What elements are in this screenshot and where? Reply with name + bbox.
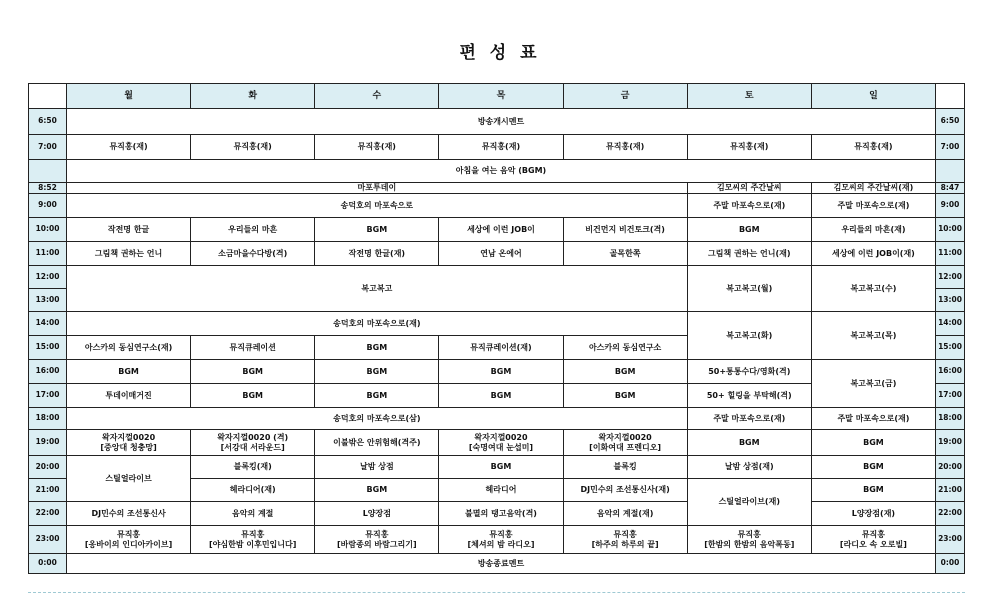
program-cell: 날밤 상점(재) bbox=[687, 456, 811, 479]
program-cell: 작전명 한글 bbox=[67, 218, 191, 242]
table-row bbox=[29, 360, 965, 384]
program-cell: L양장점 bbox=[315, 502, 439, 526]
program-subtitle: [중앙대 청충망] bbox=[100, 442, 157, 452]
program-cell: BGM bbox=[191, 384, 315, 408]
program-cell: 주말 마포속으로(재) bbox=[687, 408, 811, 430]
program-cell: DJ민수의 조선통신사(재) bbox=[563, 479, 687, 502]
day-sun: 일 bbox=[811, 84, 935, 109]
time-cell: 15:00 bbox=[29, 336, 67, 360]
table-row bbox=[29, 526, 965, 554]
page-bottom-edge bbox=[28, 592, 965, 599]
program-cell: 김모씨의 주간날씨 bbox=[687, 183, 811, 194]
time-cell: 17:00 bbox=[29, 384, 67, 408]
time-cell: 18:00 bbox=[936, 408, 965, 430]
program-cell: BGM bbox=[687, 430, 811, 456]
program-cell: BGM bbox=[687, 218, 811, 242]
program-cell bbox=[563, 526, 687, 554]
program-cell: 복고복고(목) bbox=[811, 312, 935, 360]
program-subtitle: [한밤의 한밤의 음악폭동] bbox=[704, 539, 795, 549]
time-cell: 7:00 bbox=[29, 135, 67, 160]
program-title: 왁자지껄0020 bbox=[598, 433, 652, 443]
time-cell bbox=[936, 160, 965, 183]
program-cell: 뮤직홍(재) bbox=[811, 135, 935, 160]
program-cell: 뮤직큐레이션(재) bbox=[439, 336, 563, 360]
program-cell: 뮤직홍(재) bbox=[67, 135, 191, 160]
program-title: 뮤직홍 bbox=[489, 530, 513, 540]
time-cell: 9:00 bbox=[936, 194, 965, 218]
table-row bbox=[29, 218, 965, 242]
program-cell: BGM bbox=[811, 479, 935, 502]
table-row bbox=[29, 160, 965, 183]
table-row bbox=[29, 312, 965, 336]
program-cell: BGM bbox=[811, 456, 935, 479]
table-row bbox=[29, 183, 965, 194]
program-cell: 아스카의 동심연구소(재) bbox=[67, 336, 191, 360]
time-cell: 7:00 bbox=[936, 135, 965, 160]
program-cell: 뮤직홍(재) bbox=[439, 135, 563, 160]
program-cell: 블록킹 bbox=[563, 456, 687, 479]
day-tue: 화 bbox=[191, 84, 315, 109]
program-cell: BGM bbox=[315, 336, 439, 360]
program-cell: 송덕호의 마포속으로(삼) bbox=[67, 408, 688, 430]
day-sat: 토 bbox=[687, 84, 811, 109]
time-cell: 23:00 bbox=[936, 526, 965, 554]
program-title: 뮤직홍 bbox=[737, 530, 761, 540]
program-cell: 헤라디어 bbox=[439, 479, 563, 502]
time-cell: 8:52 bbox=[29, 183, 67, 194]
program-cell: 뮤직홍(재) bbox=[687, 135, 811, 160]
time-cell: 0:00 bbox=[936, 554, 965, 574]
program-title: 이불밖은 안위험해(격주) bbox=[333, 437, 421, 447]
schedule-table bbox=[28, 83, 965, 574]
time-cell: 11:00 bbox=[29, 242, 67, 266]
program-title: 왁자지껄0020 bbox=[474, 433, 528, 443]
program-cell: 블록킹(재) bbox=[191, 456, 315, 479]
time-cell: 13:00 bbox=[29, 289, 67, 312]
time-cell: 21:00 bbox=[936, 479, 965, 502]
program-cell: BGM bbox=[563, 384, 687, 408]
program-cell: 뮤직홍(재) bbox=[191, 135, 315, 160]
time-cell: 20:00 bbox=[936, 456, 965, 479]
header-row bbox=[29, 84, 965, 109]
program-cell: 불멸의 탱고음악(격) bbox=[439, 502, 563, 526]
program-cell: 세상에 이런 JOB이 bbox=[439, 218, 563, 242]
program-cell: 날밤 상점 bbox=[315, 456, 439, 479]
day-mon: 월 bbox=[67, 84, 191, 109]
program-cell: 스틸얼라이브 bbox=[67, 456, 191, 502]
time-cell: 14:00 bbox=[936, 312, 965, 336]
program-cell bbox=[315, 526, 439, 554]
program-cell: 우리들의 마흔 bbox=[191, 218, 315, 242]
time-cell: 16:00 bbox=[29, 360, 67, 384]
program-title: 뮤직홍 bbox=[241, 530, 265, 540]
program-cell: 복고복고(금) bbox=[811, 360, 935, 408]
time-cell: 14:00 bbox=[29, 312, 67, 336]
program-cell bbox=[191, 430, 315, 456]
time-cell: 10:00 bbox=[29, 218, 67, 242]
program-cell: 비건먼지 비건토크(격) bbox=[563, 218, 687, 242]
time-cell: 12:00 bbox=[936, 266, 965, 289]
time-cell: 16:00 bbox=[936, 360, 965, 384]
program-cell: 50+ 힐링을 부탁해(격) bbox=[687, 384, 811, 408]
table-row bbox=[29, 554, 965, 574]
table-row bbox=[29, 109, 965, 135]
program-subtitle: [옹바이의 인디아카이브] bbox=[84, 539, 173, 549]
corner-cell bbox=[29, 84, 67, 109]
program-cell: 주말 마포속으로(재) bbox=[687, 194, 811, 218]
time-cell: 15:00 bbox=[936, 336, 965, 360]
program-cell: 마포투데이 bbox=[67, 183, 688, 194]
program-subtitle: [숙명여대 눈섭미] bbox=[468, 442, 534, 452]
program-cell: BGM bbox=[811, 430, 935, 456]
time-cell: 11:00 bbox=[936, 242, 965, 266]
time-cell: 12:00 bbox=[29, 266, 67, 289]
program-cell: L양장점(재) bbox=[811, 502, 935, 526]
program-cell bbox=[687, 526, 811, 554]
program-cell: 50+통통수다/영화(격) bbox=[687, 360, 811, 384]
program-cell: 우리들의 마흔(재) bbox=[811, 218, 935, 242]
time-cell: 18:00 bbox=[29, 408, 67, 430]
program-cell: 복고복고(화) bbox=[687, 312, 811, 360]
program-cell bbox=[191, 526, 315, 554]
program-cell: 음악의 계절(재) bbox=[563, 502, 687, 526]
time-cell: 22:00 bbox=[936, 502, 965, 526]
time-cell: 19:00 bbox=[29, 430, 67, 456]
program-cell bbox=[563, 430, 687, 456]
table-row bbox=[29, 502, 965, 526]
program-cell: 소금마을수다방(격) bbox=[191, 242, 315, 266]
program-cell: 송덕호의 마포속으로(재) bbox=[67, 312, 688, 336]
program-cell: 복고복고(월) bbox=[687, 266, 811, 312]
program-cell bbox=[439, 430, 563, 456]
program-cell: 헤라디어(재) bbox=[191, 479, 315, 502]
table-row bbox=[29, 430, 965, 456]
program-cell: 복고복고(수) bbox=[811, 266, 935, 312]
program-cell: 뮤직홍(재) bbox=[315, 135, 439, 160]
time-cell: 22:00 bbox=[29, 502, 67, 526]
program-cell: BGM bbox=[563, 360, 687, 384]
program-cell: BGM bbox=[439, 384, 563, 408]
time-cell: 0:00 bbox=[29, 554, 67, 574]
program-cell: 김모씨의 주간날씨(재) bbox=[811, 183, 935, 194]
table-row bbox=[29, 266, 965, 289]
table-row bbox=[29, 135, 965, 160]
program-subtitle: [라디오 속 오로빌] bbox=[839, 539, 907, 549]
program-subtitle: [바람종의 바람그리기] bbox=[337, 539, 417, 549]
corner-cell bbox=[936, 84, 965, 109]
time-cell: 13:00 bbox=[936, 289, 965, 312]
program-cell: 주말 마포속으로(재) bbox=[811, 194, 935, 218]
program-title: 왁자지껄0020 bbox=[101, 433, 156, 443]
day-fri: 금 bbox=[563, 84, 687, 109]
program-cell: 그림책 권하는 언니 bbox=[67, 242, 191, 266]
time-cell bbox=[29, 160, 67, 183]
time-cell: 17:00 bbox=[936, 384, 965, 408]
table-row bbox=[29, 194, 965, 218]
program-cell: 방송개시멘트 bbox=[67, 109, 936, 135]
table-row bbox=[29, 456, 965, 479]
program-cell: 방송종료멘트 bbox=[67, 554, 936, 574]
time-cell: 9:00 bbox=[29, 194, 67, 218]
program-cell: BGM bbox=[439, 456, 563, 479]
program-subtitle: [체셔의 밤 라디오] bbox=[467, 539, 535, 549]
program-cell: 골목한쪽 bbox=[563, 242, 687, 266]
program-cell: BGM bbox=[67, 360, 191, 384]
program-subtitle: [서강대 서라운드] bbox=[220, 442, 285, 452]
program-cell: 뮤직큐레이션 bbox=[191, 336, 315, 360]
program-title: 뮤직홍 bbox=[613, 530, 637, 540]
program-cell: 투데이매거진 bbox=[67, 384, 191, 408]
program-cell: 뮤직홍(재) bbox=[563, 135, 687, 160]
program-cell bbox=[315, 430, 439, 456]
program-title: 뮤직홍 bbox=[861, 530, 886, 540]
program-cell: DJ민수의 조선통신사 bbox=[67, 502, 191, 526]
program-cell bbox=[439, 526, 563, 554]
program-cell: 스틸얼라이브(재) bbox=[687, 479, 811, 526]
program-cell: BGM bbox=[315, 479, 439, 502]
program-cell: 복고복고 bbox=[67, 266, 688, 312]
time-cell: 19:00 bbox=[936, 430, 965, 456]
program-cell: 그림책 권하는 언니(재) bbox=[687, 242, 811, 266]
program-cell: 송덕호의 마포속으로 bbox=[67, 194, 688, 218]
program-cell: 작전명 한글(재) bbox=[315, 242, 439, 266]
program-cell bbox=[67, 526, 191, 554]
program-cell: BGM bbox=[315, 360, 439, 384]
table-row bbox=[29, 242, 965, 266]
time-cell: 21:00 bbox=[29, 479, 67, 502]
day-wed: 수 bbox=[315, 84, 439, 109]
program-cell: BGM bbox=[315, 384, 439, 408]
program-subtitle: [이화여대 프렌디오] bbox=[589, 442, 662, 452]
program-cell bbox=[67, 430, 191, 456]
program-subtitle: [하주의 하루의 끝] bbox=[591, 539, 659, 549]
program-subtitle: [야심한밤 이후민입니다] bbox=[209, 539, 297, 549]
program-cell: BGM bbox=[191, 360, 315, 384]
program-title: 뮤직홍 bbox=[365, 530, 389, 540]
program-title: 왁자지껄0020 (격) bbox=[217, 433, 289, 443]
program-cell bbox=[811, 526, 935, 554]
time-cell: 20:00 bbox=[29, 456, 67, 479]
time-cell: 10:00 bbox=[936, 218, 965, 242]
day-thu: 목 bbox=[439, 84, 563, 109]
time-cell: 6:50 bbox=[29, 109, 67, 135]
table-row bbox=[29, 408, 965, 430]
program-cell: 음악의 계절 bbox=[191, 502, 315, 526]
program-cell: BGM bbox=[439, 360, 563, 384]
program-cell: 세상에 이런 JOB이(재) bbox=[811, 242, 935, 266]
program-title: 뮤직홍 bbox=[116, 530, 141, 540]
time-cell: 8:47 bbox=[936, 183, 965, 194]
time-cell: 23:00 bbox=[29, 526, 67, 554]
program-cell: 주말 마포속으로(재) bbox=[811, 408, 935, 430]
time-cell: 6:50 bbox=[936, 109, 965, 135]
program-cell: 아침을 여는 음악 (BGM) bbox=[67, 160, 936, 183]
program-cell: 아스카의 동심연구소 bbox=[563, 336, 687, 360]
page-title: 편 성 표 bbox=[459, 43, 541, 63]
program-cell: 연남 온에어 bbox=[439, 242, 563, 266]
program-cell: BGM bbox=[315, 218, 439, 242]
